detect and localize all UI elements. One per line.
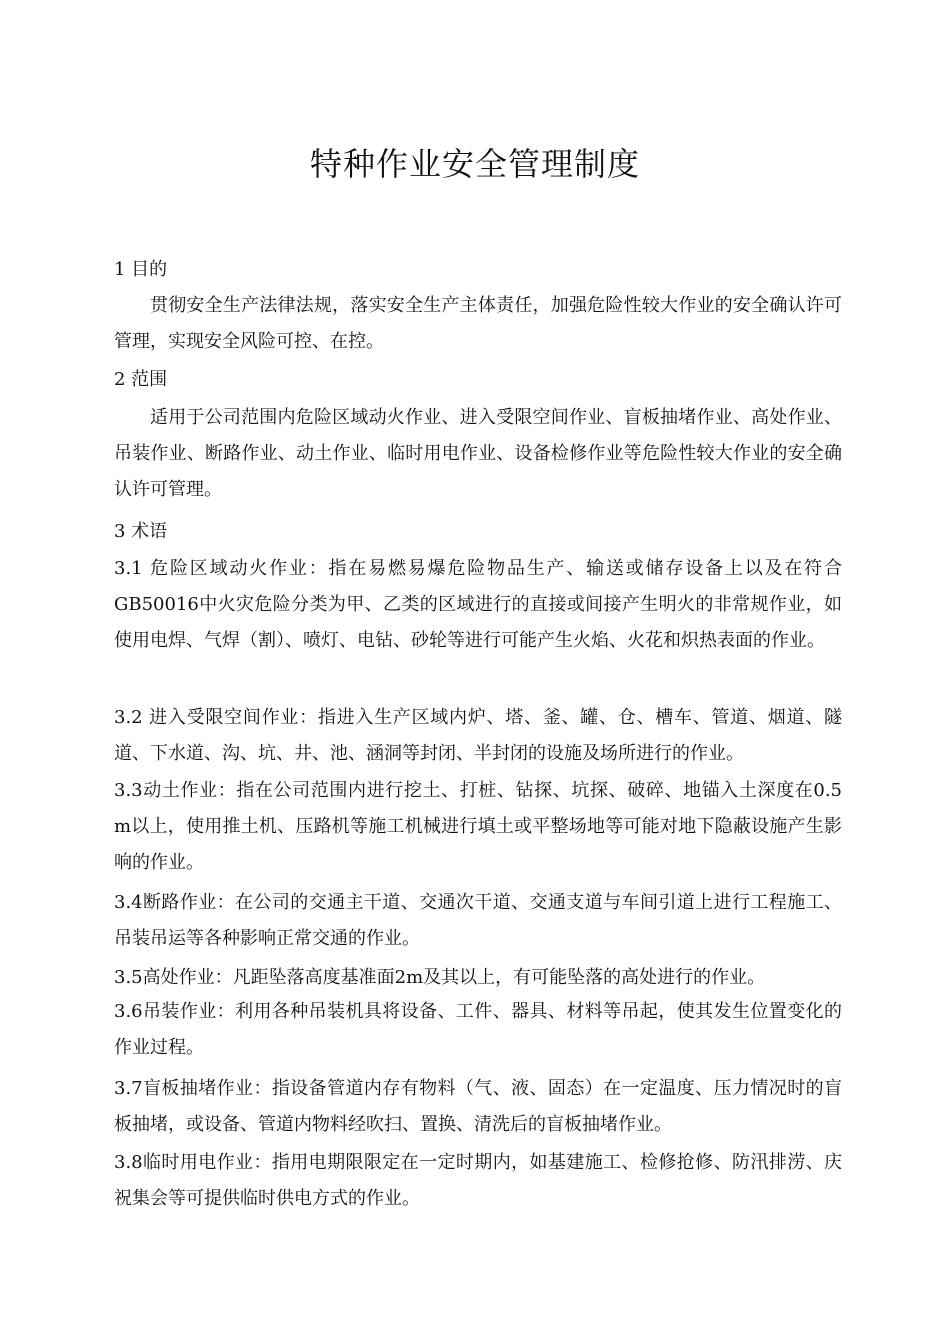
term-paragraph: 3.7盲板抽堵作业：指设备管道内存有物料（气、液、固态）在一定温度、压力情况时的盲板抽堵，或设备、管道内物料经吹扫、置换、清洗后的盲板抽堵作业。 — [114, 1078, 842, 1135]
section-heading-terms: 3 术语 — [114, 521, 168, 542]
term-paragraph: 3.8临时用电作业：指用电期限限定在一定时期内，如基建施工、检修抢修、防汛排涝、庆祝集会等可提供临时供电方式的作业。 — [114, 1152, 842, 1209]
section-heading-scope: 2 范围 — [114, 369, 168, 390]
term-paragraph: 3.4断路作业：在公司的交通主干道、交通次干道、交通支道与车间引道上进行工程施工、吊装吊运等各种影响正常交通的作业。 — [114, 892, 842, 949]
section-body-scope: 适用于公司范围内危险区域动火作业、进入受限空间作业、盲板抽堵作业、高处作业、吊装作业、断路作业、动土作业、临时用电作业、设备检修作业等危险性较大作业的安全确认许可管理。 — [114, 407, 842, 500]
page-title: 特种作业安全管理制度 — [309, 145, 640, 183]
section-heading-purpose: 1 目的 — [114, 259, 168, 280]
term-paragraph: 3.1 危险区域动火作业：指在易燃易爆危险物品生产、输送或储存设备上以及在符合GB50016中火灾危险分类为甲、乙类的区域进行的直接或间接产生明火的非常规作业，如使用电焊、气焊（割）、喷灯、电钻、砂轮等进行可能产生火焰、火花和炽热表面的作业。 — [114, 558, 842, 651]
term-paragraph: 3.6吊装作业：利用各种吊装机具将设备、工件、器具、材料等吊起，使其发生位置变化的作业过程。 — [114, 1001, 842, 1058]
section-body-purpose: 贯彻安全生产法律法规，落实安全生产主体责任，加强危险性较大作业的安全确认许可管理，实现安全风险可控、在控。 — [114, 295, 842, 352]
term-paragraph: 3.2 进入受限空间作业：指进入生产区域内炉、塔、釜、罐、仓、槽车、管道、烟道、隧道、下水道、沟、坑、井、池、涵洞等封闭、半封闭的设施及场所进行的作业。 — [114, 707, 842, 764]
term-paragraph: 3.5高处作业：凡距坠落高度基准面2m及其以上，有可能坠落的高处进行的作业。 — [114, 967, 766, 988]
term-paragraph: 3.3动土作业：指在公司范围内进行挖土、打桩、钻探、坑探、破碎、地锚入土深度在0.5 m以上，使用推土机、压路机等施工机械进行填土或平整场地等可能对地下隐蔽设施产生影响的作业。 — [114, 780, 842, 873]
